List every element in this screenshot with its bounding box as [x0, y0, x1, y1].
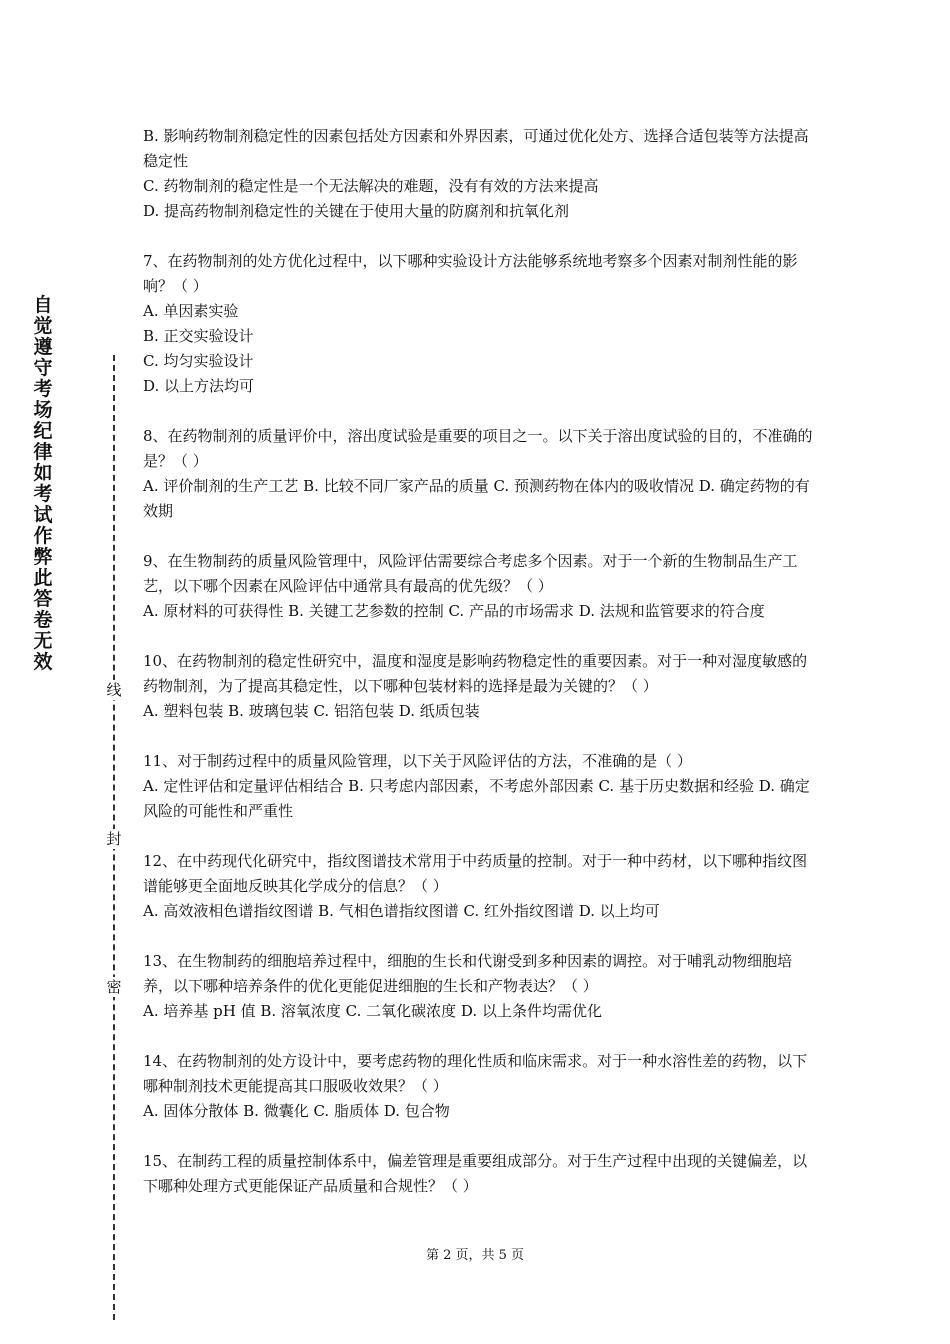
option-line: A. 固体分散体 B. 微囊化 C. 脂质体 D. 包合物: [143, 1102, 450, 1120]
option-line: D. 提高药物制剂稳定性的关键在于使用大量的防腐剂和抗氧化剂: [143, 202, 570, 220]
option-line: C. 药物制剂的稳定性是一个无法解决的难题，没有有效的方法来提高: [143, 177, 599, 195]
spacer: [143, 624, 815, 649]
option-line: A. 高效液相色谱指纹图谱 B. 气相色谱指纹图谱 C. 红外指纹图谱 D. 以上均可: [143, 902, 660, 920]
page-number-footer: 第 2 页，共 5 页: [425, 1248, 525, 1263]
spacer: [143, 1124, 815, 1149]
question-stem: 11、对于制药过程中的质量风险管理，以下关于风险评估的方法，不准确的是（ ）: [143, 752, 692, 770]
notice-char: 觉: [33, 315, 53, 337]
option-line: A. 培养基 pH 值 B. 溶氧浓度 C. 二氧化碳浓度 D. 以上条件均需优化: [143, 1002, 602, 1020]
option-line: B. 正交实验设计: [143, 327, 254, 345]
seal-char-line: 线: [104, 680, 124, 700]
notice-char: 纪: [33, 420, 53, 442]
spacer: [143, 824, 815, 849]
spacer: [143, 399, 815, 424]
spacer: [143, 524, 815, 549]
notice-char: 如: [33, 462, 53, 484]
option-line: A. 定性评估和定量评估相结合 B. 只考虑内部因素，不考虑外部因素 C. 基于历史数据和经验 D. 确定风险的可能性和严重性: [143, 777, 810, 820]
notice-char: 场: [33, 399, 53, 421]
option-line: C. 均匀实验设计: [143, 352, 254, 370]
option-line: D. 以上方法均可: [143, 377, 255, 395]
notice-char: 考: [33, 483, 53, 505]
notice-char: 答: [33, 588, 53, 610]
spacer: [143, 724, 815, 749]
notice-char: 律: [33, 441, 53, 463]
option-line: A. 塑料包装 B. 玻璃包装 C. 铝箔包装 D. 纸质包装: [143, 702, 480, 720]
notice-char: 此: [33, 567, 53, 589]
notice-char: 考: [33, 378, 53, 400]
question-stem: 10、在药物制剂的稳定性研究中，温度和湿度是影响药物稳定性的重要因素。对于一种对湿度敏感的药物制剂，为了提高其稳定性，以下哪种包装材料的选择是最为关键的？（ ）: [143, 652, 808, 695]
spacer: [143, 924, 815, 949]
question-content: [143, 124, 815, 1199]
notice-char: 无: [33, 630, 53, 652]
option-line: A. 评价制剂的生产工艺 B. 比较不同厂家产品的质量 C. 预测药物在体内的吸收情况 D. 确定药物的有效期: [143, 477, 810, 520]
question-stem: 7、在药物制剂的处方优化过程中，以下哪种实验设计方法能够系统地考察多个因素对制剂性能的影响？（ ）: [143, 252, 798, 295]
notice-char: 弊: [33, 546, 53, 568]
question-stem: 8、在药物制剂的质量评价中，溶出度试验是重要的项目之一。以下关于溶出度试验的目的，不准确的是？（ ）: [143, 427, 813, 470]
spacer: [143, 224, 815, 249]
question-stem: 13、在生物制药的细胞培养过程中，细胞的生长和代谢受到多种因素的调控。对于哺乳动物细胞培养，以下哪种培养条件的优化更能促进细胞的生长和产物表达？（ ）: [143, 952, 793, 995]
question-stem: 15、在制药工程的质量控制体系中，偏差管理是重要组成部分。对于生产过程中出现的关键偏差，以下哪种处理方式更能保证产品质量和合规性？（ ）: [143, 1152, 808, 1195]
seal-char-seal: 封: [104, 829, 124, 849]
seal-char-secret: 密: [104, 977, 124, 997]
spacer: [143, 1024, 815, 1049]
question-stem: 14、在药物制剂的处方设计中，要考虑药物的理化性质和临床需求。对于一种水溶性差的药物，以下哪种制剂技术更能提高其口服吸收效果？（ ）: [143, 1052, 808, 1095]
notice-char: 守: [33, 357, 53, 379]
option-line: B. 影响药物制剂稳定性的因素包括处方因素和外界因素，可通过优化处方、选择合适包装等方法提高稳定性: [143, 127, 809, 170]
exam-discipline-notice: [30, 295, 56, 673]
notice-char: 卷: [33, 609, 53, 631]
question-stem: 12、在中药现代化研究中，指纹图谱技术常用于中药质量的控制。对于一种中药材，以下哪种指纹图谱能够更全面地反映其化学成分的信息？（ ）: [143, 852, 808, 895]
notice-char: 试: [33, 504, 53, 526]
option-line: A. 单因素实验: [143, 302, 239, 320]
notice-char: 作: [33, 525, 53, 547]
question-stem: 9、在生物制药的质量风险管理中，风险评估需要综合考虑多个因素。对于一个新的生物制品生产工艺，以下哪个因素在风险评估中通常具有最高的优先级？（ ）: [143, 552, 798, 595]
option-line: A. 原材料的可获得性 B. 关键工艺参数的控制 C. 产品的市场需求 D. 法规和监管要求的符合度: [143, 602, 765, 620]
notice-char: 效: [33, 651, 53, 673]
notice-char: 遵: [33, 336, 53, 358]
notice-char: 自: [33, 294, 53, 316]
